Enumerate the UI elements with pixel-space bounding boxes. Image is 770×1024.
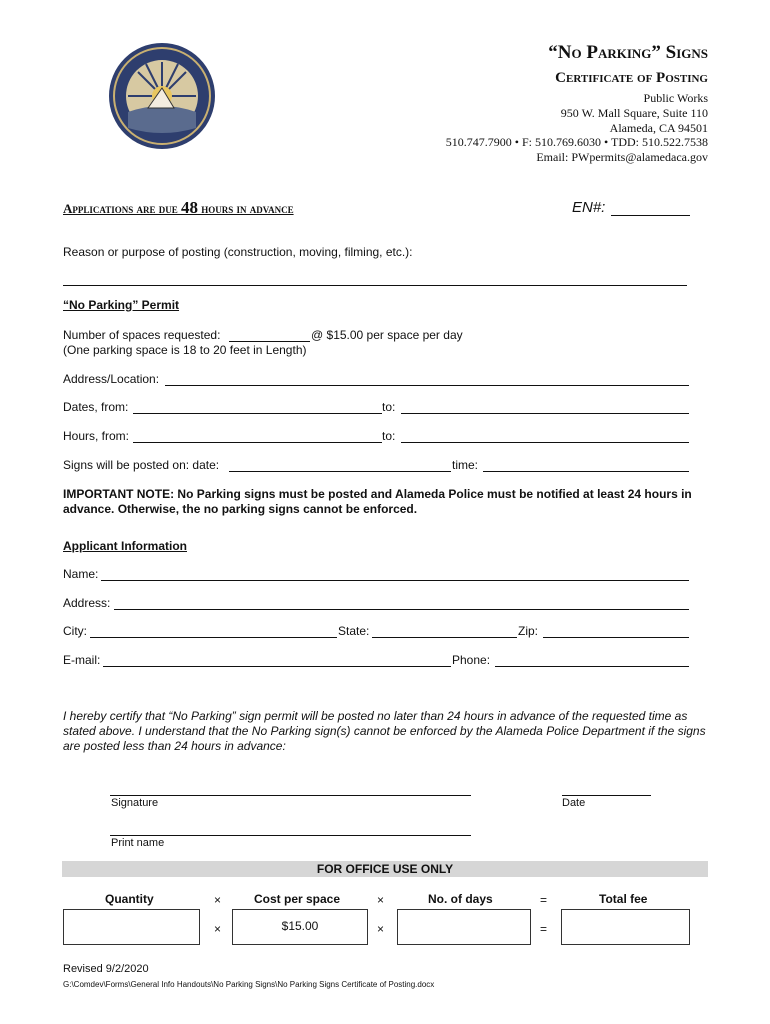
hours-to-label: to:	[382, 429, 396, 443]
state-label: State:	[338, 624, 370, 638]
hours-from-label: Hours, from:	[63, 429, 130, 443]
office-use-banner: FOR OFFICE USE ONLY	[62, 861, 708, 877]
certification-text: I hereby certify that “No Parking” sign permit will be posted no later than 24 hours in advance of the requested time as stated above. I understand that the No Parking sign(s) cannot be enforced by the Alameda Police Department if the signs are posted less than 24 hours in advance:	[63, 709, 706, 753]
permit-heading: “No Parking” Permit	[63, 298, 180, 312]
state-field[interactable]	[372, 637, 517, 638]
quantity-header: Quantity	[105, 892, 154, 906]
name-label: Name:	[63, 567, 99, 581]
spaces-label: Number of spaces requested:	[63, 328, 221, 342]
email-label: E-mail:	[63, 653, 101, 667]
en-number-field[interactable]	[611, 215, 690, 216]
spaces-rate: @ $15.00 per space per day	[311, 328, 463, 342]
city-label: City:	[63, 624, 87, 638]
address-line-1: 950 W. Mall Square, Suite 110	[560, 106, 708, 120]
seal-icon	[108, 42, 216, 150]
print-name-label: Print name	[111, 837, 165, 849]
signs-date-label: Signs will be posted on: date:	[63, 458, 220, 472]
cost-value: $15.00	[281, 919, 319, 933]
contact-email: Email: PWpermits@alamedaca.gov	[536, 150, 708, 164]
phone-numbers: 510.747.7900 • F: 510.769.6030 • TDD: 510.522.7538	[445, 135, 708, 149]
en-number-label: EN#:	[572, 199, 606, 216]
hours-from-field[interactable]	[133, 442, 382, 443]
applicant-heading: Applicant Information	[63, 539, 187, 553]
date-label: Date	[562, 797, 586, 809]
reason-field[interactable]	[63, 285, 687, 286]
address-location-label: Address/Location:	[63, 372, 160, 386]
form-subtitle: Certificate of Posting	[555, 70, 708, 86]
city-field[interactable]	[90, 637, 337, 638]
equals-symbol-1: =	[540, 893, 548, 907]
zip-field[interactable]	[543, 637, 689, 638]
spaces-field[interactable]	[229, 341, 310, 342]
revised-date: Revised 9/2/2020	[63, 963, 149, 975]
zip-label: Zip:	[518, 624, 539, 638]
signature-label: Signature	[111, 797, 159, 809]
dates-to-field[interactable]	[401, 413, 689, 414]
spaces-note: (One parking space is 18 to 20 feet in Length)	[63, 343, 307, 357]
times-symbol-3: ×	[214, 922, 222, 936]
city-seal	[108, 42, 216, 150]
print-name-field[interactable]	[110, 835, 471, 836]
quantity-box[interactable]	[63, 909, 200, 945]
dates-from-label: Dates, from:	[63, 400, 129, 414]
signature-field[interactable]	[110, 795, 471, 796]
times-symbol-2: ×	[377, 893, 385, 907]
date-field[interactable]	[562, 795, 651, 796]
form-title: “No Parking” Signs	[548, 42, 708, 63]
total-header: Total fee	[599, 892, 648, 906]
applications-due-notice: Applications are due 48 hours in advance	[63, 198, 294, 217]
signs-time-field[interactable]	[483, 471, 689, 472]
equals-symbol-2: =	[540, 922, 548, 936]
cost-header: Cost per space	[254, 892, 341, 906]
email-field[interactable]	[103, 666, 451, 667]
days-header: No. of days	[428, 892, 493, 906]
important-note: IMPORTANT NOTE: No Parking signs must be posted and Alameda Police must be notified at least 24 hours in advance. Otherwise, the no parking signs cannot be enforced.	[63, 487, 692, 516]
hours-to-field[interactable]	[401, 442, 689, 443]
times-symbol-4: ×	[377, 922, 385, 936]
name-field[interactable]	[101, 580, 689, 581]
dates-to-label: to:	[382, 400, 396, 414]
dates-from-field[interactable]	[133, 413, 382, 414]
reason-label: Reason or purpose of posting (construction, moving, filming, etc.):	[63, 245, 413, 259]
address-location-field[interactable]	[165, 385, 689, 386]
days-box[interactable]	[397, 909, 531, 945]
phone-field[interactable]	[495, 666, 689, 667]
times-symbol-1: ×	[214, 893, 222, 907]
signs-date-field[interactable]	[229, 471, 451, 472]
department: Public Works	[643, 91, 708, 105]
file-path: G:\Comdev\Forms\General Info Handouts\No Parking Signs\No Parking Signs Certificate of Posting.docx	[63, 980, 435, 989]
cost-box	[232, 909, 368, 945]
signs-time-label: time:	[452, 458, 479, 472]
applicant-address-label: Address:	[63, 596, 111, 610]
phone-label: Phone:	[452, 653, 491, 667]
applicant-address-field[interactable]	[114, 609, 689, 610]
total-box[interactable]	[561, 909, 690, 945]
address-line-2: Alameda, CA 94501	[609, 121, 708, 135]
